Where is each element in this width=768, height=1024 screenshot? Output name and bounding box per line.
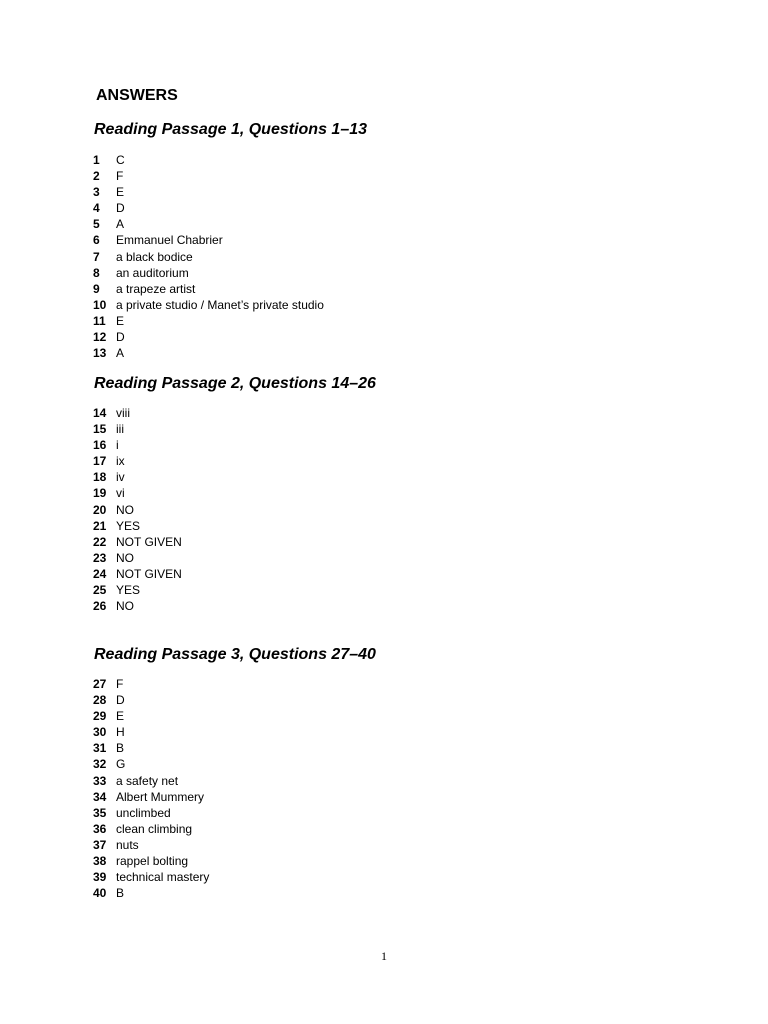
answer-row — [93, 232, 324, 248]
answer-row — [93, 152, 324, 168]
answer-row — [93, 421, 182, 437]
answer-number: 38 — [93, 854, 107, 869]
answer-row — [93, 405, 182, 421]
answer-number: 3 — [93, 185, 100, 200]
answer-row — [93, 773, 209, 789]
answer-text: an auditorium — [116, 265, 189, 280]
answer-text: B — [116, 886, 125, 901]
answer-number: 26 — [93, 599, 107, 614]
answer-list-passage-2 — [93, 405, 182, 614]
answer-row — [93, 550, 182, 566]
answer-row — [93, 200, 324, 216]
answer-number: 29 — [93, 709, 107, 724]
answer-number: 36 — [93, 821, 107, 836]
answer-number: 22 — [93, 534, 107, 549]
answer-row — [93, 805, 209, 821]
answer-row — [93, 566, 182, 582]
answer-row — [93, 453, 182, 469]
answer-number: 7 — [93, 249, 100, 264]
answer-text: rappel bolting — [116, 854, 189, 869]
answer-row — [93, 184, 324, 200]
answer-text: C — [116, 153, 125, 167]
answer-text: clean climbing — [116, 821, 193, 836]
answer-row — [93, 582, 182, 598]
answer-text: a private studio / Manet’s private studio — [116, 297, 324, 312]
answer-number: 33 — [93, 773, 107, 788]
answer-text: D — [116, 201, 125, 216]
answer-row — [93, 885, 209, 901]
answer-number: 28 — [93, 693, 107, 708]
answer-row — [93, 502, 182, 518]
answer-row — [93, 249, 324, 265]
answer-text: iii — [116, 422, 124, 437]
section-heading-passage-1: Reading Passage 1, Questions 1–13 — [94, 121, 368, 138]
section-heading-passage-2: Reading Passage 2, Questions 14–26 — [94, 375, 376, 392]
answer-text: Emmanuel Chabrier — [116, 233, 223, 248]
answer-number: 31 — [93, 741, 107, 756]
answer-row — [93, 281, 324, 297]
answer-number: 25 — [93, 583, 107, 598]
answer-text: i — [116, 438, 119, 453]
answer-row — [93, 821, 209, 837]
answer-number: 6 — [93, 233, 100, 248]
answer-row — [93, 313, 324, 329]
answer-number: 18 — [93, 470, 107, 485]
answer-text: A — [116, 217, 125, 232]
answer-row — [93, 869, 209, 885]
answer-row — [93, 837, 209, 853]
answer-number: 4 — [93, 201, 100, 216]
answer-number: 19 — [93, 486, 107, 501]
answer-number: 23 — [93, 550, 107, 565]
answer-text: F — [116, 677, 124, 691]
answer-text: nuts — [116, 837, 139, 852]
answer-number: 32 — [93, 757, 107, 772]
answer-text: YES — [116, 583, 141, 598]
answer-row — [93, 692, 209, 708]
answer-number: 27 — [93, 677, 107, 691]
answer-row — [93, 265, 324, 281]
answer-number: 2 — [93, 169, 100, 184]
section-heading-passage-3: Reading Passage 3, Questions 27–40 — [94, 646, 376, 663]
answer-number: 15 — [93, 422, 107, 437]
answer-text: NO — [116, 550, 134, 565]
answer-text: A — [116, 346, 125, 361]
answer-text: NOT GIVEN — [116, 534, 182, 549]
answer-number: 11 — [93, 313, 106, 328]
answer-number: 10 — [93, 297, 107, 312]
answer-number: 34 — [93, 789, 107, 804]
answer-text: iv — [116, 470, 125, 485]
answer-number: 14 — [93, 406, 107, 420]
answer-row — [93, 756, 209, 772]
answer-text: NOT GIVEN — [116, 566, 182, 581]
answer-number: 12 — [93, 330, 107, 345]
answer-number: 39 — [93, 870, 107, 885]
answer-row — [93, 437, 182, 453]
answer-text: E — [116, 185, 125, 200]
answer-number: 16 — [93, 438, 107, 453]
answer-text: Albert Mummery — [116, 789, 205, 804]
answer-number: 24 — [93, 566, 107, 581]
answer-row — [93, 469, 182, 485]
answer-text: a trapeze artist — [116, 281, 196, 296]
answer-row — [93, 740, 209, 756]
answer-text: E — [116, 313, 125, 328]
answer-number: 20 — [93, 502, 107, 517]
answer-text: a black bodice — [116, 249, 193, 264]
answer-number: 40 — [93, 886, 107, 901]
answer-row — [93, 676, 209, 692]
answer-number: 21 — [93, 518, 107, 533]
answer-row — [93, 853, 209, 869]
answer-text: H — [116, 725, 125, 740]
answer-row — [93, 518, 182, 534]
answer-number: 35 — [93, 805, 107, 820]
answer-number: 9 — [93, 281, 100, 296]
answer-row — [93, 216, 324, 232]
answer-row — [93, 708, 209, 724]
answer-number: 17 — [93, 454, 107, 469]
answer-number: 1 — [93, 153, 100, 167]
answer-text: G — [116, 757, 126, 772]
answer-text: technical mastery — [116, 870, 210, 885]
answer-text: NO — [116, 502, 134, 517]
answer-text: YES — [116, 518, 141, 533]
answer-row — [93, 789, 209, 805]
answer-text: E — [116, 709, 125, 724]
answer-text: B — [116, 741, 125, 756]
answer-row — [93, 485, 182, 501]
answer-list-passage-3 — [93, 676, 209, 901]
answer-row — [93, 534, 182, 550]
answer-text: viii — [116, 406, 130, 420]
answer-row — [93, 329, 324, 345]
page-number: 1 — [381, 949, 387, 963]
answer-number: 13 — [93, 346, 107, 361]
answer-row — [93, 724, 209, 740]
answer-list-passage-1 — [93, 152, 324, 361]
answer-text: a safety net — [116, 773, 179, 788]
answer-number: 5 — [93, 217, 100, 232]
answer-number: 30 — [93, 725, 107, 740]
answer-row — [93, 168, 324, 184]
answer-row — [93, 345, 324, 361]
answer-text: D — [116, 330, 125, 345]
answer-number: 37 — [93, 837, 107, 852]
page-title: ANSWERS — [96, 87, 178, 104]
answer-text: unclimbed — [116, 805, 171, 820]
answer-text: D — [116, 693, 125, 708]
answer-text: vi — [116, 486, 125, 501]
answer-row — [93, 297, 324, 313]
answer-text: NO — [116, 599, 134, 614]
answer-row — [93, 598, 182, 614]
answer-number: 8 — [93, 265, 100, 280]
answer-text: F — [116, 169, 124, 184]
answer-text: ix — [116, 454, 125, 469]
